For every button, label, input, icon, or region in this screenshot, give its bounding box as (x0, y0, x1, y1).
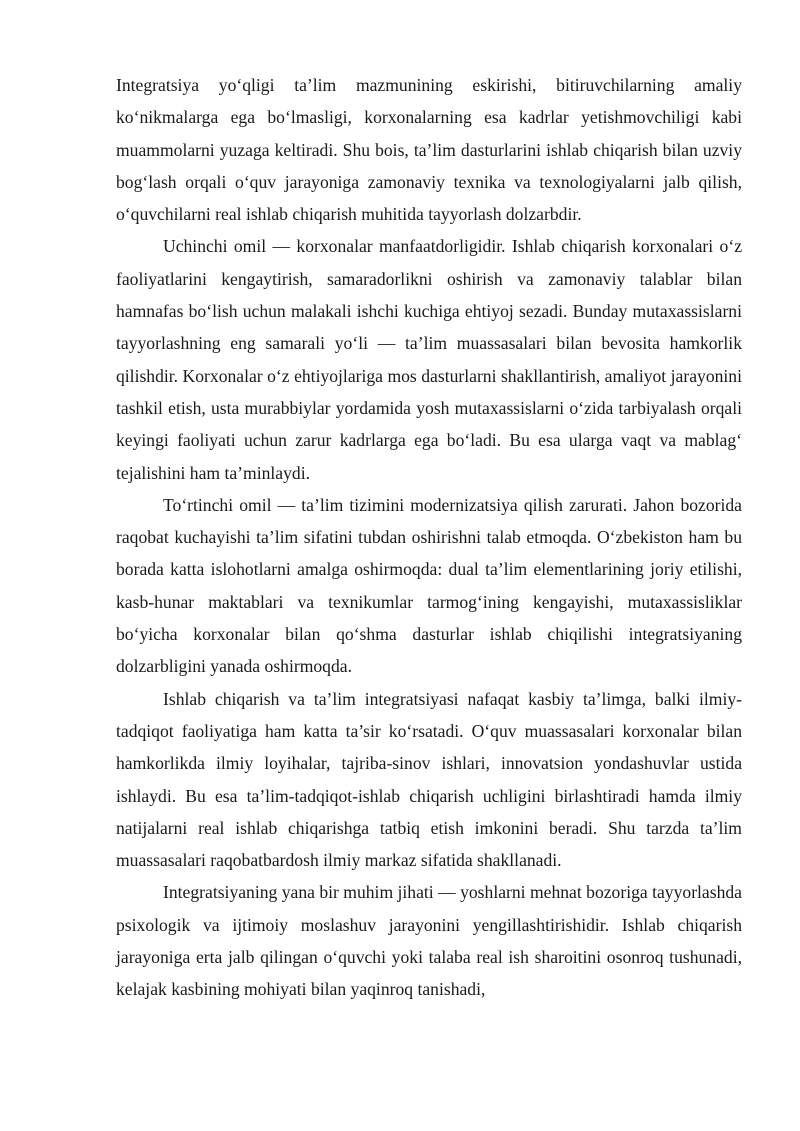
paragraph-5: Integratsiyaning yana bir muhim jihati — yoshlarni mehnat bozoriga tayyorlashda psixologik va ijtimoiy moslashuv jarayonini yengillashtirishidir. Ishlab chiqarish jarayoniga erta jalb qilingan o‘quvchi yoki talaba real ish sharoitini osonroq tushunadi, kelajak kasbining mohiyati bilan yaqinroq tanishadi, (116, 882, 742, 1000)
paragraph-2: Uchinchi omil — korxonalar manfaatdorligidir. Ishlab chiqarish korxonalari o‘z faoliyatlarini kengaytirish, samaradorlikni oshirish va zamonaviy talablar bilan hamnafas bo‘lish uchun malakali ishchi kuchiga ehtiyoj sezadi. Bunday mutaxassislarni tayyorlashning eng samarali yo‘li — ta’lim muassasalari bilan bevosita hamkorlik qilishdir. Korxonalar o‘z ehtiyojlariga mos dasturlarni shakllantirish, amaliyot jarayonini tashkil etish, usta murabbiylar yordamida yosh mutaxassislarni o‘zida tarbiyalash orqali keyingi faoliyati uchun zarur kadrlarga ega bo‘ladi. Bu esa ularga vaqt va mablag‘ tejalishini ham ta’minlaydi. (116, 236, 742, 483)
paragraph-4: Ishlab chiqarish va ta’lim integratsiyasi nafaqat kasbiy ta’limga, balki ilmiy-tadqiqot faoliyatiga ham katta ta’sir ko‘rsatadi. O‘quv muassasalari korxonalar bilan hamkorlikda ilmiy loyihalar, tajriba-sinov ishlari, innovatsion yondashuvlar ustida ishlaydi. Bu esa ta’lim-tadqiqot-ishlab chiqarish uchligini birlashtiradi hamda ilmiy natijalarni real ishlab chiqarishga tatbiq etish imkonini beradi. Shu tarzda ta’lim muassasalari raqobatbardosh ilmiy markaz sifatida shakllanadi. (116, 688, 742, 871)
paragraph-1: Integratsiya yo‘qligi ta’lim mazmunining eskirishi, bitiruvchilarning amaliy ko‘nikmalarga ega bo‘lmasligi, korxonalarning esa kadrlar yetishmovchiligi kabi muammolarni yuzaga keltiradi. Shu bois, ta’lim dasturlarini ishlab chiqarish bilan uzviy bog‘lash orqali o‘quv jarayoniga zamonaviy texnika va texnologiyalarni jalb qilish, o‘quvchilarni real ishlab chiqarish muhitida tayyorlash dolzarbdir. (116, 75, 742, 225)
body-text (116, 69, 742, 1006)
paragraph-3: To‘rtinchi omil — ta’lim tizimini modernizatsiya qilish zarurati. Jahon bozorida raqobat kuchayishi ta’lim sifatini tubdan oshirishni talab etmoqda. O‘zbekiston ham bu borada katta islohotlarni amalga oshirmoqda: dual ta’lim elementlarining joriy etilishi, kasb-hunar maktablari va texnikumlar tarmog‘ining kengayishi, mutaxassisliklar bo‘yicha korxonalar bilan qo‘shma dasturlar ishlab chiqilishi integratsiyaning dolzarbligini yanada oshirmoqda. (116, 494, 742, 677)
